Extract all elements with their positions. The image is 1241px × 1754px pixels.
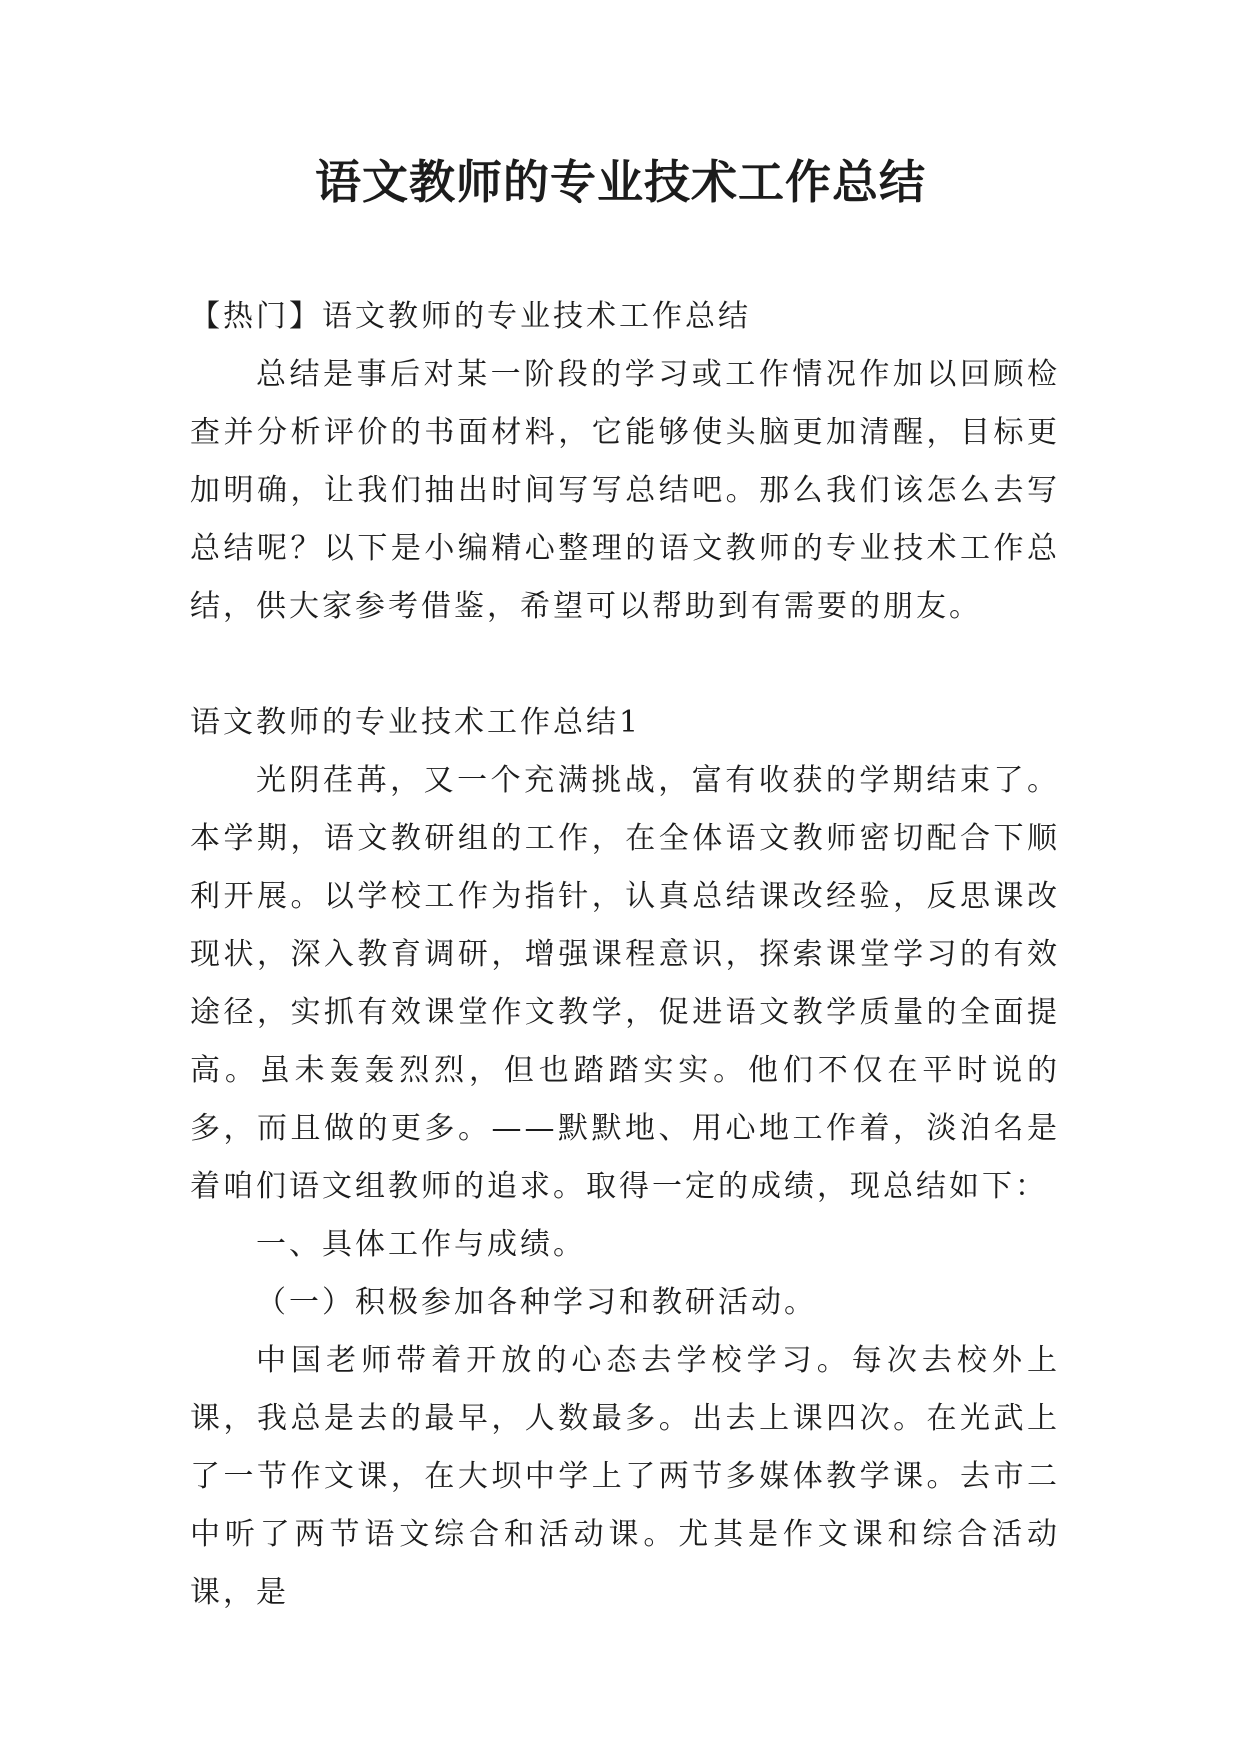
subheading-1: 一、具体工作与成绩。 xyxy=(256,1227,586,1262)
document-title: 语文教师的专业技术工作总结 xyxy=(315,155,926,209)
section-paragraph: 光阴荏苒，又一个充满挑战，富有收获的学期结束了。本学期，语文教研组的工作，在全体语文教师密切配合下顺利开展。以学校工作为指针，认真总结课改经验，反思课改现状，深入教育调研，增强课程意识，探索课堂学习的有效途径，实抓有效课堂作文教学，促进语文教学质量的全面提高。虽未轰轰烈烈，但也踏踏实实。他们不仅在平时说的多，而且做的更多。——默默地、用心地工作着，淡泊名是着咱们语文组教师的追求。取得一定的成绩，现总结如下： xyxy=(190,763,1060,1204)
intro-heading: 【热门】语文教师的专业技术工作总结 xyxy=(190,299,751,334)
intro-paragraph: 总结是事后对某一阶段的学习或工作情况作加以回顾检查并分析评价的书面材料，它能够使头脑更加清醒，目标更加明确，让我们抽出时间写写总结吧。那么我们该怎么去写总结呢？以下是小编精心整理的语文教师的专业技术工作总结，供大家参考借鉴，希望可以帮助到有需要的朋友。 xyxy=(190,357,1060,624)
body-paragraph: 中国老师带着开放的心态去学校学习。每次去校外上课，我总是去的最早，人数最多。出去上课四次。在光武上了一节作文课，在大坝中学上了两节多媒体教学课。去市二中听了两节语文综合和活动课。尤其是作文课和综合活动课，是 xyxy=(190,1343,1060,1610)
section-heading: 语文教师的专业技术工作总结1 xyxy=(190,705,642,740)
document-body xyxy=(190,288,1060,1622)
subheading-2: （一）积极参加各种学习和教研活动。 xyxy=(256,1285,817,1320)
